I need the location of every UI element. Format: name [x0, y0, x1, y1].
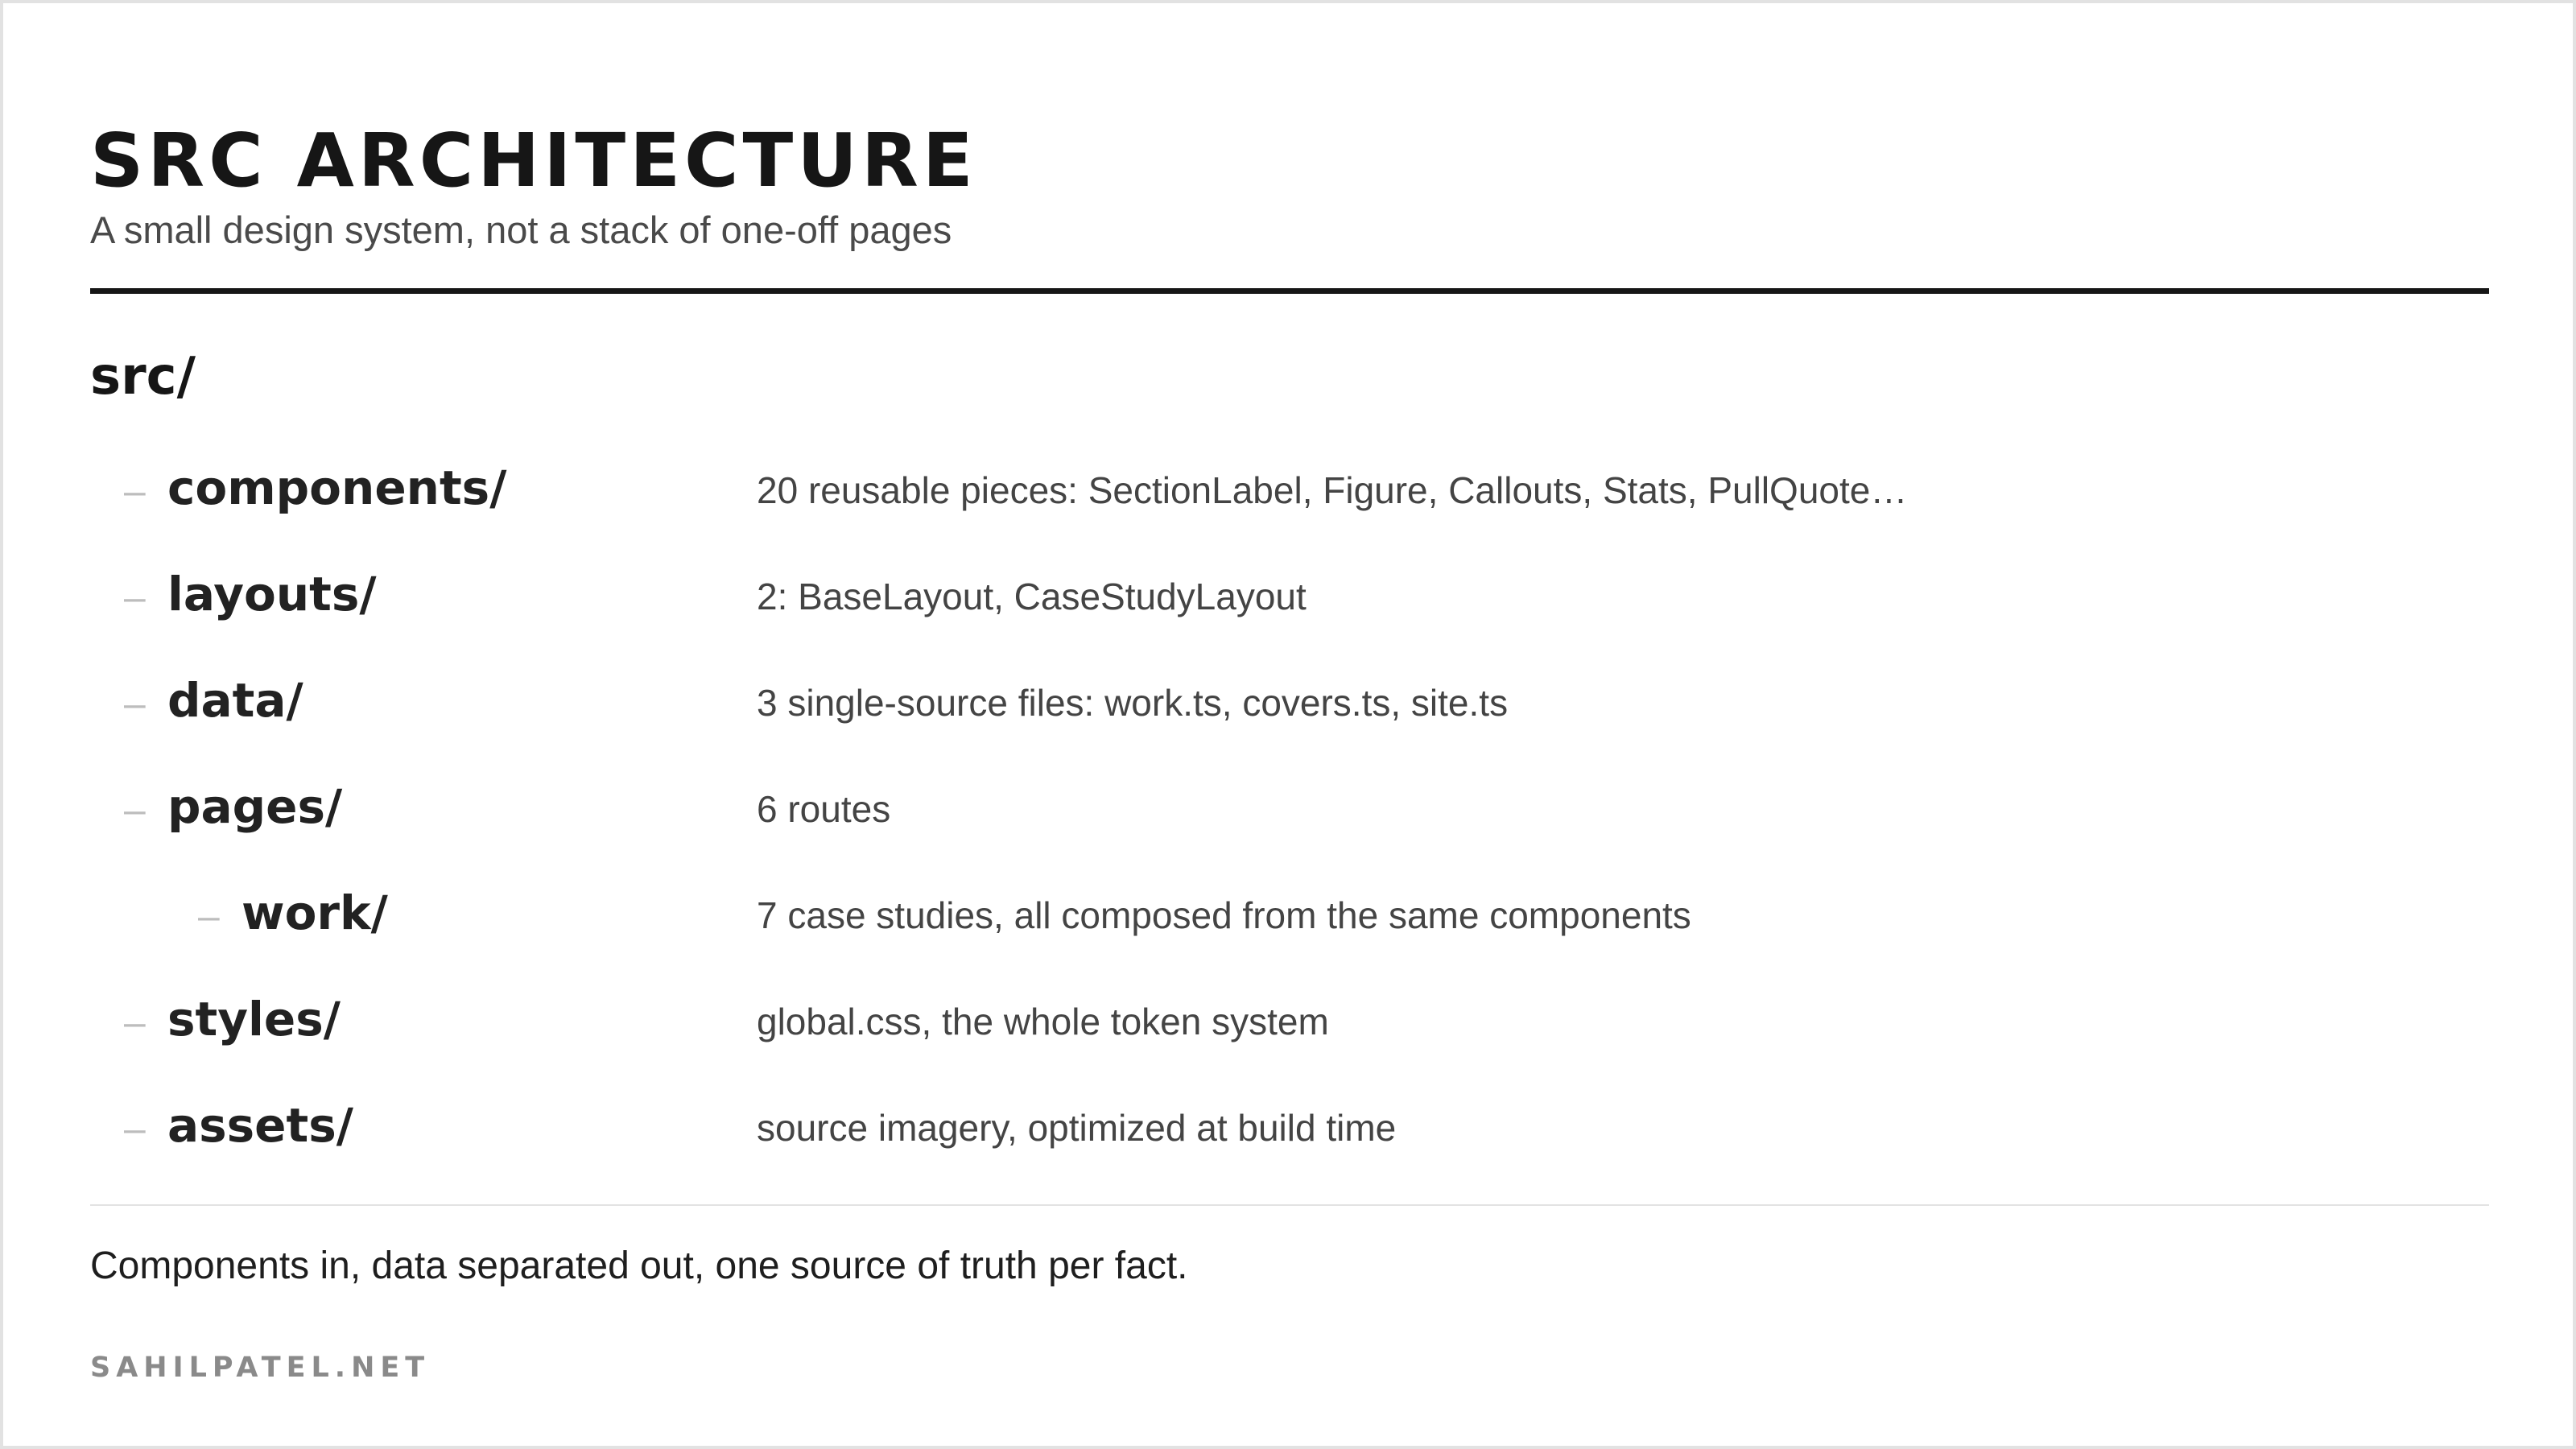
footer-note: Components in, data separated out, one source of truth per fact. — [90, 1245, 1188, 1287]
header-divider — [90, 288, 2489, 294]
folder-name: styles/ — [167, 992, 341, 1046]
folder-name: assets/ — [167, 1098, 353, 1153]
tree-root-label: src/ — [90, 347, 196, 407]
folder-name: layouts/ — [167, 567, 377, 621]
footer-divider — [90, 1204, 2489, 1206]
tree-dash: – — [124, 576, 146, 619]
tree-dash: – — [124, 683, 146, 725]
tree-row-assets — [3, 1087, 2573, 1175]
folder-description: 20 reusable pieces: SectionLabel, Figure, Callouts, Stats, PullQuote… — [757, 469, 1908, 511]
tree-row-pages — [3, 768, 2573, 857]
tree-dash: – — [124, 470, 146, 513]
folder-description: source imagery, optimized at build time — [757, 1107, 1397, 1149]
tree-dash: – — [124, 1001, 146, 1044]
tree-row-data — [3, 662, 2573, 750]
folder-description: 7 case studies, all composed from the same components — [757, 894, 1691, 936]
folder-name: data/ — [167, 673, 303, 728]
folder-name: pages/ — [167, 779, 343, 834]
tree-row-work — [3, 874, 2573, 963]
page-subtitle: A small design system, not a stack of one-off pages — [90, 208, 952, 251]
tree-row-layouts — [3, 555, 2573, 644]
folder-name: work/ — [242, 886, 388, 940]
site-name: SAHILPATEL.NET — [90, 1352, 431, 1384]
folder-description: 2: BaseLayout, CaseStudyLayout — [757, 576, 1307, 617]
tree-dash: – — [198, 895, 220, 938]
tree-row-components — [3, 449, 2573, 538]
tree-dash: – — [124, 1108, 146, 1150]
folder-description: global.css, the whole token system — [757, 1001, 1329, 1042]
folder-description: 6 routes — [757, 788, 891, 830]
tree-row-styles — [3, 980, 2573, 1069]
folder-description: 3 single-source files: work.ts, covers.ts, site.ts — [757, 682, 1509, 724]
folder-name: components/ — [167, 460, 507, 515]
slide — [3, 3, 2573, 1446]
page-title: SRC ARCHITECTURE — [90, 118, 977, 204]
tree-dash: – — [124, 789, 146, 832]
